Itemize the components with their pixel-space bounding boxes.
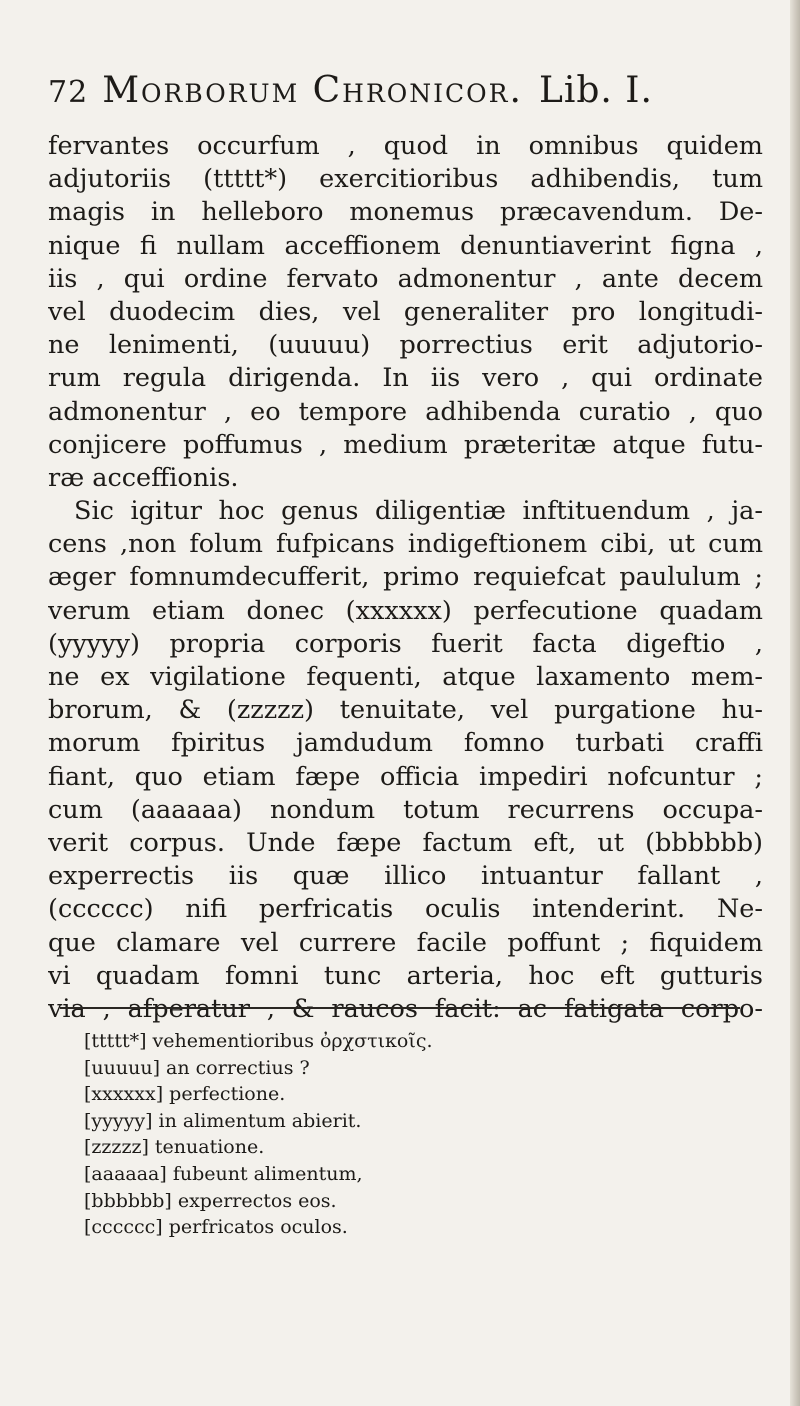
footnote: [bbbbbb] experrectos eos. (84, 1189, 337, 1212)
text-line: vi quadam fomni tunc arteria, hoc eft gutturis (48, 960, 763, 991)
footnote: [uuuuu] an correctius ? (84, 1056, 310, 1079)
text-line: rum regula dirigenda. In iis vero , qui ordinate (48, 363, 763, 394)
book-number: Lib. I. (538, 70, 653, 111)
page-number: 72 (48, 75, 89, 110)
text-line: experrectis iis quæ illico intuantur fallant , (48, 861, 763, 892)
footnote: [aaaaaa] fubeunt alimentum, (84, 1162, 363, 1185)
footnote: [cccccc] perfricatos oculos. (84, 1216, 348, 1239)
footnote-rule (60, 1007, 740, 1009)
text-line: brorum, & (zzzzz) tenuitate, vel purgatione hu- (48, 695, 763, 726)
text-line: magis in helleboro monemus præcavendum. De- (48, 197, 763, 228)
text-line: æger fomnumdecufferit, primo requiefcat paululum ; (48, 562, 763, 593)
running-title: Morborum Chronicor. (102, 70, 523, 111)
text-line: Sic igitur hoc genus diligentiæ inftituendum , ja- (74, 496, 763, 527)
text-line: cens ,non folum fufpicans indigeftionem cibi, ut cum (48, 529, 763, 560)
text-line: ne ex vigilatione fequenti, atque laxamento mem- (48, 662, 763, 692)
footnote: [yyyyy] in alimentum abierit. (84, 1109, 362, 1132)
text-line: fervantes occurfum , quod in omnibus quidem (48, 131, 763, 161)
text-line: morum fpiritus jamdudum fomno turbati craffi (48, 728, 763, 759)
footnote: [ttttt*] vehementioribus ὀρχστικοῖς. (84, 1030, 433, 1052)
page-edge-shadow (790, 0, 800, 1406)
text-line: vel duodecim dies, vel generaliter pro longitudi- (48, 296, 763, 327)
text-line: verit corpus. Unde fæpe factum eft, ut (bbbbbb) (48, 827, 763, 858)
text-line: conjicere poffumus , medium præteritæ atque futu- (48, 429, 763, 460)
text-line: verum etiam donec (xxxxxx) perfecutione quadam (48, 595, 763, 626)
footnote: [xxxxxx] perfectione. (84, 1083, 286, 1106)
text-line: (cccccc) nifi perfricatis oculis intenderint. Ne- (48, 894, 763, 925)
text-line: nique fi nullam acceffionem denuntiaverint figna , (48, 230, 763, 261)
text-line: adjutoriis (ttttt*) exercitioribus adhibendis, tum (48, 164, 763, 195)
text-line: (yyyyy) propria corporis fuerit facta digeftio , (48, 628, 763, 659)
footnotes (84, 1028, 644, 1241)
text-line: iis , qui ordine fervato admonentur , ante decem (48, 263, 763, 294)
text-line: ne lenimenti, (uuuuu) porrectius erit adjutorio- (48, 330, 763, 361)
main-text (48, 130, 763, 1026)
text-line: cum (aaaaaa) nondum totum recurrens occupa- (48, 794, 763, 825)
text-line: fiant, quo etiam fæpe officia impediri nofcuntur ; (48, 761, 763, 792)
footnote: [zzzzz] tenuatione. (84, 1136, 265, 1159)
text-line: admonentur , eo tempore adhibenda curatio , quo (48, 396, 763, 427)
text-line: que clamare vel currere facile poffunt ; fiquidem (48, 927, 763, 958)
text-line: via , afperatur , & raucos facit: ac fatigata corpo- (48, 993, 763, 1024)
text-line: ræ acceffionis. (48, 462, 239, 493)
running-head (48, 70, 768, 120)
